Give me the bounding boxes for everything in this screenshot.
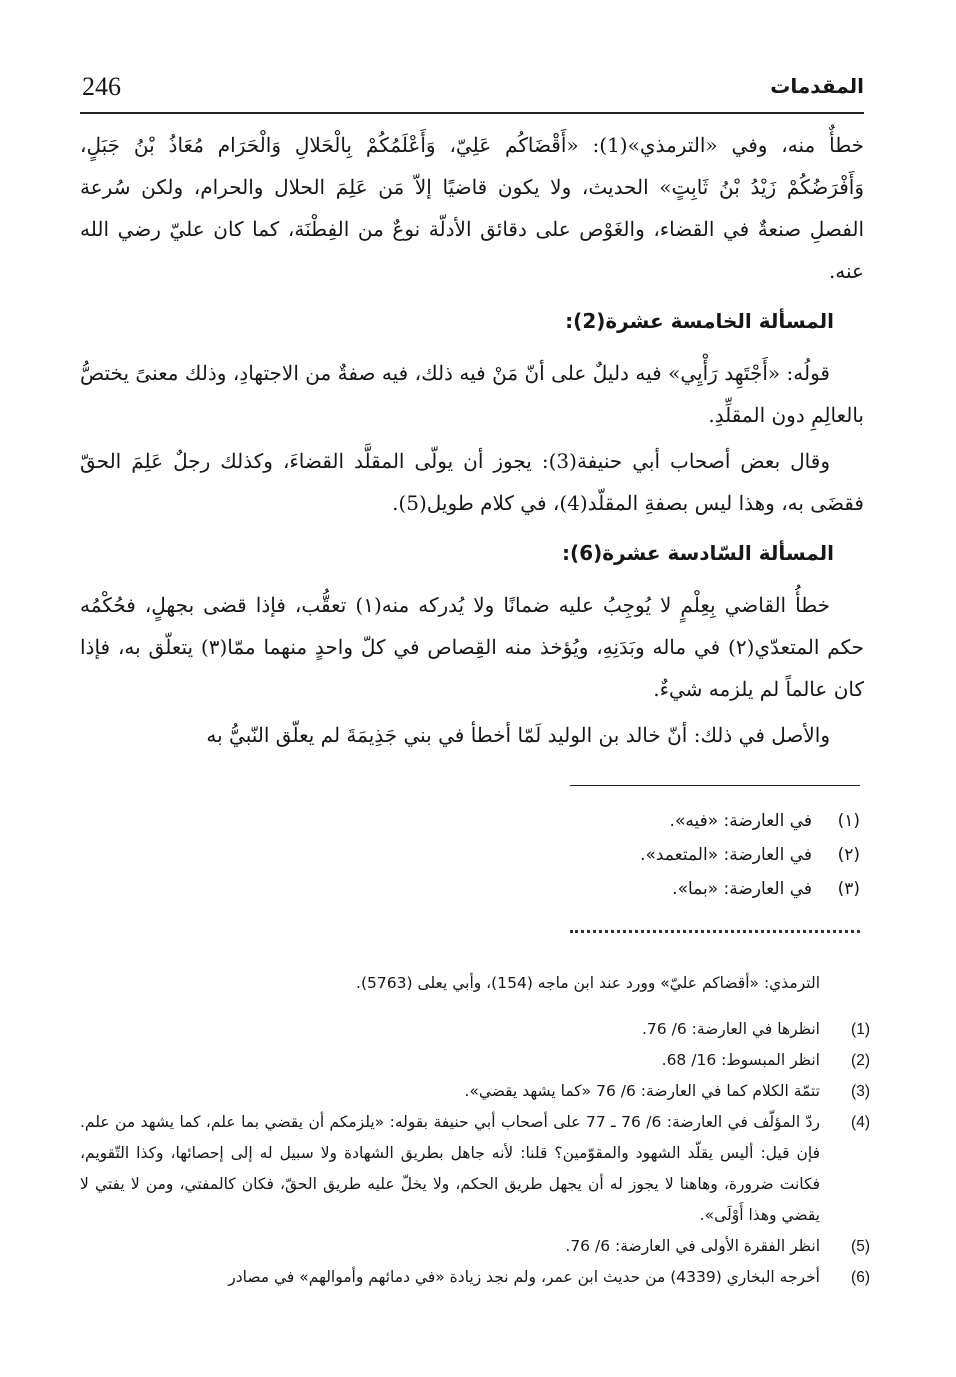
footnotes [80, 952, 870, 1293]
footnote-number: (6) [851, 1269, 870, 1286]
note-number: (٣) [837, 879, 860, 899]
footnote-text: تتمّة الكلام كما في العارضة: 6/ 76 «كما يشهد يقضي». [464, 1082, 820, 1100]
footnote [80, 1107, 870, 1231]
variant-notes [80, 785, 860, 933]
footnote-text: أخرجه البخاري (4339) من حديث ابن عمر، ولم نجد زيادة «في دمائهم وأموالهم» في مصادر [228, 1268, 820, 1286]
paragraph: خطأُ القاضي بِعِلْمٍ لا يُوجِبُ عليه ضمانًا ولا يُدركه منه(١) تعقُّب، فإذا قضى بجهلٍ، فحُكْمُه حكم المتعدّي(٢) في ماله وبَدَنِهِ، ويُؤخذ منه القِصاص في كلّ واحدٍ منهما ممّا(٣) يتعلّق به، فإذا كان عالماً لم يلزمه شيءٌ. [80, 593, 864, 701]
footnote-number: (4) [851, 1114, 870, 1131]
footnote-text: ردّ المؤلّف في العارضة: 6/ 76 ـ 77 على أصحاب أبي حنيفة بقوله: «يلزمكم أن يقضي بما علم، كما يشهد من علم. فإن قيل: أليس يقلّد الشهود والمقوّمين؟ قلنا: لأنه جاهل بطريق الشهادة ولا سبيل له إلى إحصائها، وكذا التّقويم، فكانت ضرورة، وهاهنا لا يجوز له أن يجهل طريق الحكم، ولا يخلّ عليه طريق الحقّ، فكان كالمفتي، ومن لا يفتي لا يقضي وهذا أَوْلَى». [80, 1113, 820, 1224]
footnote [80, 1262, 870, 1293]
note-text: في العارضة: «المتعمد». [640, 845, 812, 865]
footnote [80, 1231, 870, 1262]
dotted-separator [570, 930, 860, 933]
running-title: المقدمات [770, 74, 864, 98]
footnote-rule [570, 785, 860, 786]
footnote-number: (5) [851, 1238, 870, 1255]
section-heading: المسألة السّادسة عشرة(6): [562, 541, 834, 565]
main-text [80, 124, 864, 760]
footnote-text: انظرها في العارضة: 6/ 76. [641, 1020, 820, 1038]
footnote [80, 1014, 870, 1045]
paragraph: والأصل في ذلك: أنّ خالد بن الوليد لَمّا أخطأ في بني جَذِيمَةَ لم يعلّق النّبيُّ به [206, 723, 830, 747]
footnote-continuation: الترمذي: «أقضاكم عليّ» وورد عند ابن ماجه (154)، وأبي يعلى (5763). [356, 973, 820, 992]
footnote-number: (3) [851, 1083, 870, 1100]
paragraph: وقال بعض أصحاب أبي حنيفة(3): يجوز أن يولّى المقلَّد القضاءَ، وكذلك رجلٌ عَلِمَ الحقّ فقضَى به، وهذا ليس بصفةِ المقلّد(4)، في كلام طويل(5). [80, 449, 864, 515]
footnote-number: (1) [851, 1021, 870, 1038]
paragraph: قولُه: «أَجْتَهِد رَأْيِي» فيه دليلٌ على أنّ مَنْ فيه ذلك، فيه صفةٌ من الاجتهادِ، وذلك معنىً يختصُّ بالعالِمِ دون المقلِّدِ. [80, 361, 864, 427]
section-heading: المسألة الخامسة عشرة(2): [565, 309, 834, 333]
note-number: (٢) [837, 845, 860, 865]
paragraph: خطأٌ منه، وفي «الترمذي»(1): «أَقْضَاكُم عَلِيّ، وَأَعْلَمُكُمْ بِالْحَلالِ وَالْحَرَام مُعَاذُ بْنُ جَبَلٍ، وَأَفْرَضُكُمْ زَيْدُ بْنُ ثَابِتٍ» الحديث، ولا يكون قاضيًا إلاّ مَن عَلِمَ الحلال والحرام، ولكن سُرعة الفصلِ صنعةٌ في القضاء، والغَوْص على دقائق الأدلّة نوعٌ من الفِطْنَة، كما كان عليّ رضي الله عنه. [80, 133, 864, 283]
variant-note [80, 804, 860, 838]
footnote [80, 1045, 870, 1076]
note-number: (١) [837, 811, 860, 831]
footnote [80, 1076, 870, 1107]
page-number: 246 [82, 72, 121, 101]
note-text: في العارضة: «فيه». [669, 811, 812, 831]
variant-note [80, 872, 860, 906]
variant-note [80, 838, 860, 872]
footnote-text: انظر الفقرة الأولى في العارضة: 6/ 76. [565, 1237, 820, 1255]
note-text: في العارضة: «بما». [672, 879, 812, 899]
footnote-number: (2) [851, 1052, 870, 1069]
footnote-text: انظر المبسوط: 16/ 68. [661, 1051, 820, 1069]
page-header [80, 62, 864, 114]
